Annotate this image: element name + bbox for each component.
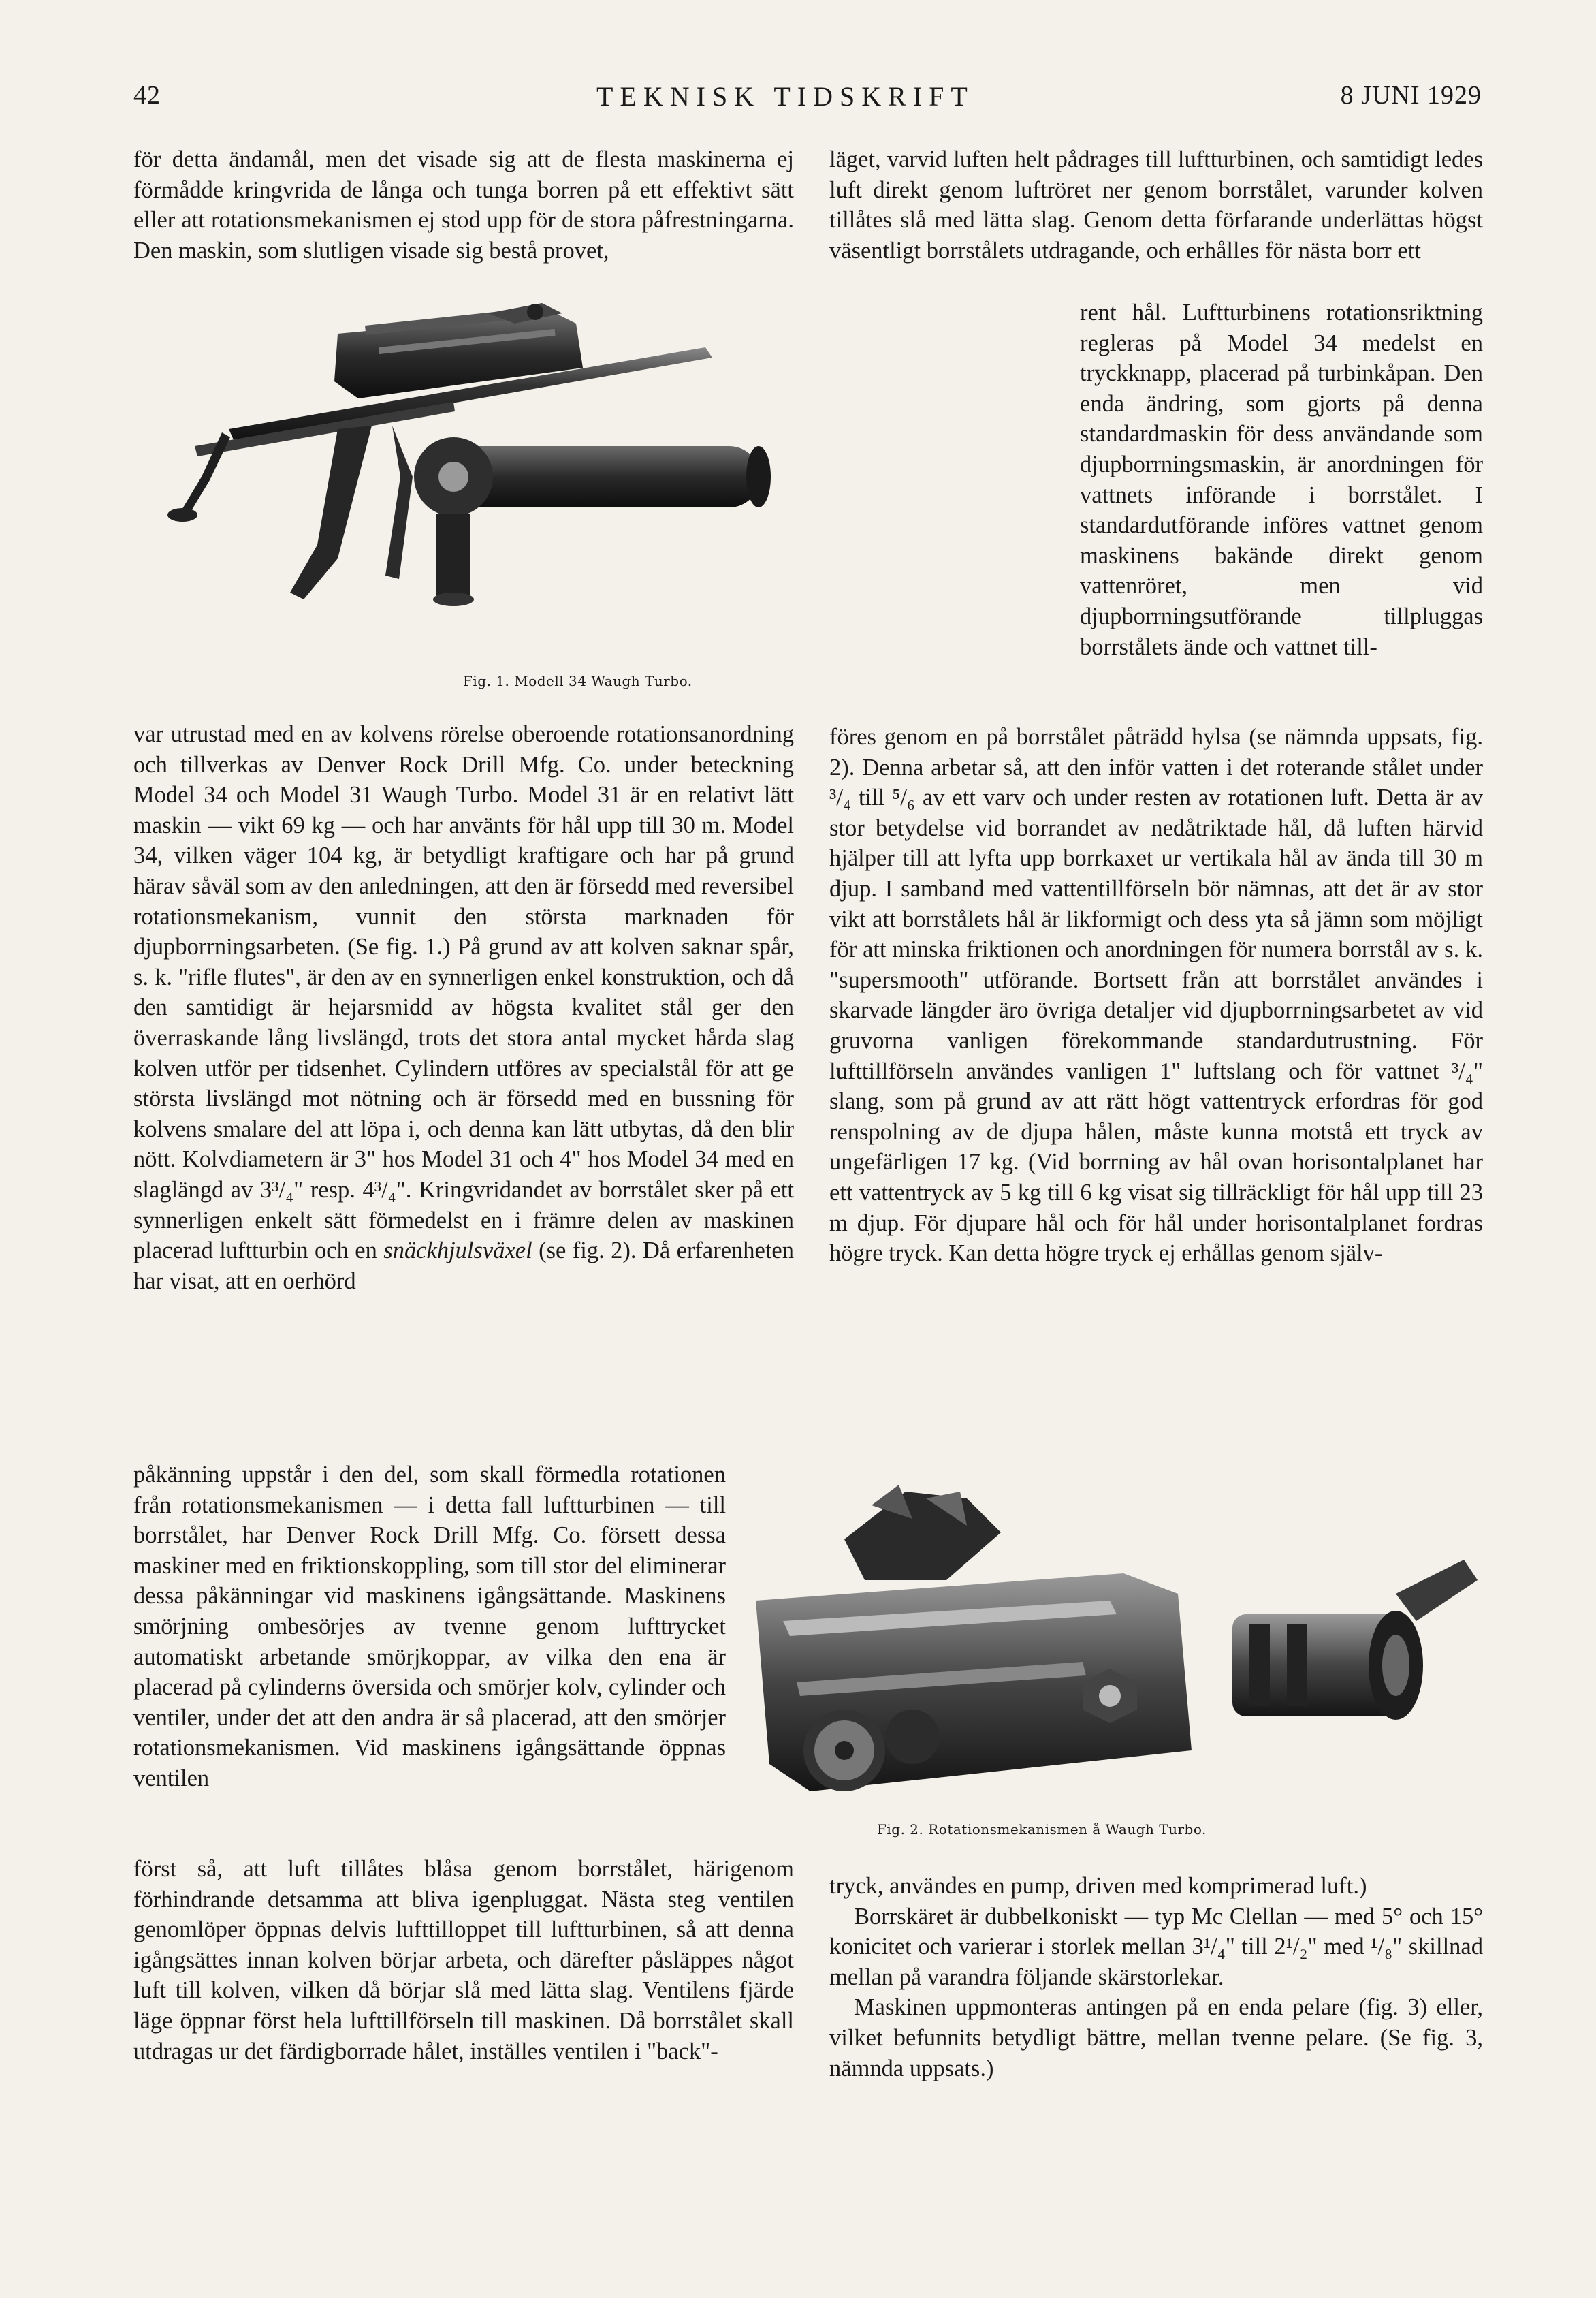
figure-1-caption: Fig. 1. Modell 34 Waugh Turbo. (463, 673, 692, 689)
column-1-paragraph-c (133, 1460, 726, 1794)
text-run: (se fig. 2). Då erfarenheten har visat, att en oerhörd (133, 1238, 794, 1294)
paragraph: tryck, användes en pump, driven med komprimerad luft.) (829, 1873, 1367, 1899)
paragraph: Borrskäret är dubbelkoniskt — typ Mc Clellan — med 5° och 15° konicitet och varierar i storlek mellan 3¹/₄" till 2¹/₂" med ¹/₈" skillnad mellan på varandra följande skärstorlekar. (829, 1903, 1483, 1990)
page-number: 42 (133, 81, 161, 110)
paragraph: för detta ändamål, men det visade sig att de flesta maskinerna ej förmådde kringvrida de långa och tunga borren på ett effektivt sätt eller att rotationsmekanismen ej stod upp för de stora påfrestningarna. Den maskin, som slutligen visade sig bestå provet, (133, 146, 794, 264)
paragraph: rent hål. Luftturbinens rotationsriktning regleras på Model 34 medelst en tryckknapp, placerad på turbinkåpan. Den enda ändring, som gjorts på denna standardmaskin för dess användande som djupborrningsmaskin, är anordningen för vattnets införande i borrstålet. I standardutförande införes vattnet genom maskinens bakände direkt genom vattenröret, men vid djupborrningsutförande tillpluggas borrstålets ände och vattnet till- (1080, 300, 1483, 660)
issue-date: 8 JUNI 1929 (1340, 81, 1482, 110)
page-header (133, 80, 1482, 121)
figure-1-drill-machine (133, 272, 798, 664)
column-1-paragraph-d (133, 1854, 794, 2066)
text-run: var utrustad med en av kolvens rörelse oberoende rotationsanordning och tillverkas av Denver Rock Drill Mfg. Co. under beteckning Model 34 och Model 31 Waugh Turbo. Model 31 är en relativt lätt maskin — vikt 69 kg — och har använts för hål upp till 30 m. Model 34, vilken väger 104 kg, är betydligt kraftigare och har på grund härav såväl som av den anledningen, att den är försedd med reversibel rotationsmekanism, vunnit den största marknaden för djupborrningsarbeten. (Se fig. 1.) På grund av att kolven saknar spår, s. k. "rifle flutes", är den av en synnerligen enkel konstruktion, och då den samtidigt är hejarsmidd av högsta kvalitet stål ger den överraskande lång livslängd, trots det stora antal mycket hårda slag kolven utför per tidsenhet. Cylindern utföres av specialstål för att ge största livslängd mot nötning och är försedd med en bussning för kolvens smalare del att löpa i, och denna kan lätt utbytas, då den blir nött. Kolvdiametern är 3" hos Model 31 och 4" hos Model 34 med en slaglängd av 3³/₄" resp. 4³/₄". Kringvridandet av borrstålet sker på ett synnerligen enkelt sätt förmedelst en i främre delen av maskinen placerad luftturbin och en (133, 721, 794, 1264)
paragraph (133, 719, 794, 1296)
column-2-paragraph-c (829, 722, 1483, 1269)
column-2-paragraph-a (829, 144, 1483, 266)
paragraph: läget, varvid luften helt pådrages till luftturbinen, och samtidigt ledes luft direkt genom luftröret ner genom borrstålet, varunder kolven tillåtes slå med lätta slag. Genom detta förfarande underlättas högst väsentligt borrstålets utdragande, och erhålles för nästa borr ett (829, 146, 1483, 264)
italic-term: snäckhjulsväxel (383, 1238, 532, 1264)
paragraph: Maskinen uppmonteras antingen på en enda pelare (fig. 3) eller, vilket befunnits betydligt bättre, mellan tvenne pelare. (Se fig. 3, nämnda uppsats.) (829, 1994, 1483, 2081)
paragraph: påkänning uppstår i den del, som skall förmedla rotationen från rotationsmekanismen — i detta fall luftturbinen — till borrstålet, har Denver Rock Drill Mfg. Co. försett dessa maskiner med en friktionskoppling, som till stor del eliminerar dessa påkänningar vid maskinens igångsättande. Maskinens smörjning ombesörjes av tvenne genom lufttrycket automatiskt arbetande smörjkoppar, av vilka den ena är placerad på cylinderns översida och smörjer kolv, cylinder och ventiler, under det att den andra är så placerad, att den smörjer rotationsmekanismen. Vid maskinens igångsättande öppnas ventilen (133, 1462, 726, 1791)
figure-2-rotation-mechanism (742, 1478, 1484, 1812)
column-2-paragraph-b (1080, 298, 1483, 662)
column-2-paragraph-d (829, 1871, 1483, 2083)
column-1-paragraph-a (133, 144, 794, 266)
paragraph: föres genom en på borrstålet påträdd hylsa (se nämnda uppsats, fig. 2). Denna arbetar så, att den inför vatten i det roterande stålet under ³/₄ till ⁵/₆ av ett varv och under resten av rotationen luft. Detta är av stor betydelse vid borrandet av nedåtriktade hål, då luften härvid hjälper till att lyfta upp borrkaxet ur vertikala hål av ända till 30 m djup. I samband med vattentillförseln bör nämnas, att det är av stor vikt att borrstålets hål är likformigt och dess yta så jämn som möjligt för att minska friktionen och anordningen för numera borrstål av s. k. "supersmooth" utförande. Bortsett från att borrstålet användes i skarvade längder äro övriga detaljer vid djupborrningsarbetet av vid gruvorna vanligen förekommande standardutrustning. För lufttillförseln användes vanligen 1" luftslang och för vattnet ³/₄" slang, som på grund av att rätt högt vattentryck erfordras för god renspolning av de djupa hålen, måste kunna motstå ett tryck av ungefärligen 17 kg. (Vid borrning av hål ovan horisontalplanet har ett vattentryck av 5 kg till 6 kg visat sig tillräckligt för hål upp till 23 m djup. För djupare hål och för hål under horisontalplanet fordras högre tryck. Kan detta högre tryck ej erhållas genom själv- (829, 724, 1483, 1267)
journal-title: TEKNISK TIDSKRIFT (596, 81, 974, 112)
figure-2-caption: Fig. 2. Rotationsmekanismen å Waugh Turbo. (877, 1821, 1207, 1838)
column-1-paragraph-b (133, 719, 794, 1296)
paragraph: först så, att luft tillåtes blåsa genom borrstålet, härigenom förhindrande detsamma att bliva igenpluggat. Nästa steg ventilen genomlöper öppnas delvis lufttilloppet till luftturbinen, så att denna igångsättes innan kolven börjar arbeta, och därefter påsläppes något luft till kolven, vilken då börjar slå med lätta slag. Ventilens fjärde läge öppnar först hela lufttillförseln till maskinen. Då borrstålet skall utdragas ur det färdigborrade hålet, inställes ventilen i "back"- (133, 1856, 794, 2064)
